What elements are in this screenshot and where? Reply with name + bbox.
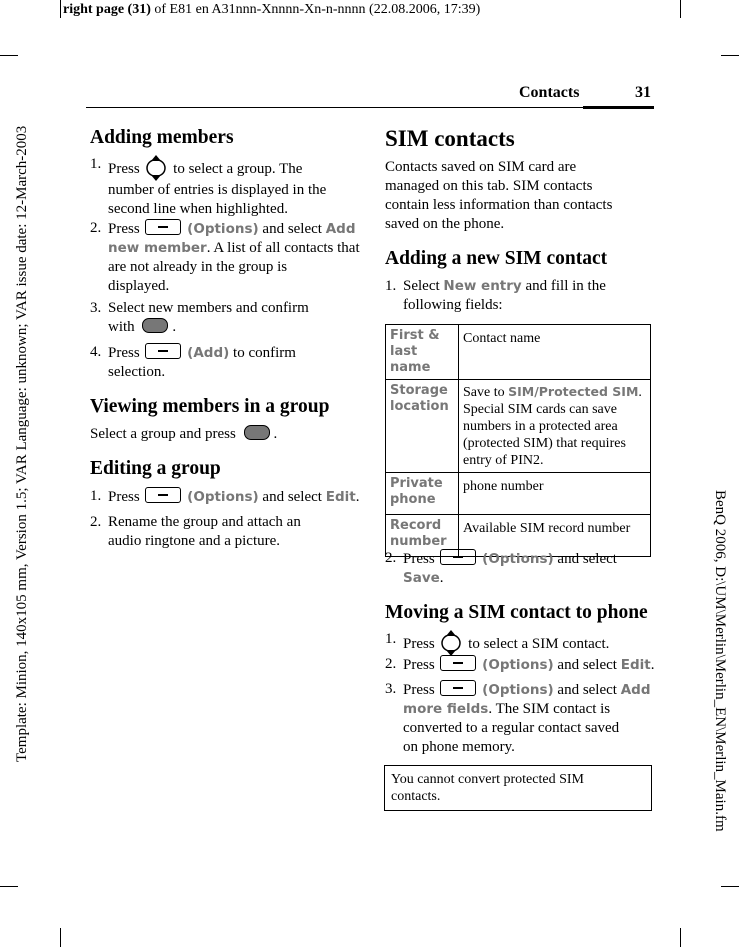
list-item [90, 487, 360, 509]
step-number: 4. [90, 344, 102, 360]
text: Press [108, 345, 140, 361]
text: numbers in a protected area [463, 419, 618, 434]
text: contain less information than contacts [385, 197, 613, 213]
ui-label: SIM/Protected SIM [508, 384, 639, 399]
text: phone number [463, 479, 544, 494]
ui-label: New entry [443, 278, 522, 294]
text: . [172, 319, 177, 335]
list-item [385, 549, 655, 589]
field-description [459, 473, 651, 515]
softkey-icon [440, 549, 476, 565]
text: Special SIM cards can save [463, 402, 617, 417]
ui-label: new member [108, 240, 207, 256]
center-key-icon [244, 425, 270, 440]
print-header-info: of E81 en A31nnn-Xnnnn-Xn-n-nnnn (22.08.2006, 17:39) [150, 2, 481, 17]
text: . [650, 657, 655, 673]
field-description [459, 380, 651, 473]
ui-label: more fields [403, 701, 489, 717]
text: number of entries is displayed in the [108, 182, 327, 198]
adding-sim-contact-heading: Adding a new SIM contact [385, 248, 608, 269]
text: and select [557, 682, 617, 698]
text: and select [262, 221, 322, 237]
list-item [385, 680, 655, 760]
text: Contacts saved on SIM card are [385, 159, 577, 175]
step-number: 1. [90, 156, 102, 172]
list-item [90, 343, 360, 383]
list-item [90, 155, 360, 215]
text: second line when highlighted. [108, 201, 288, 217]
field-description [459, 325, 651, 380]
text: to select a SIM contact. [468, 636, 610, 652]
text: Private [390, 476, 443, 491]
table-row [386, 380, 651, 473]
text: to confirm [233, 345, 296, 361]
sim-contacts-heading: SIM contacts [385, 126, 515, 151]
editing-group-heading: Editing a group [90, 458, 221, 479]
template-info-vertical [10, 62, 34, 762]
list-item [385, 630, 655, 652]
navigation-key-icon [438, 630, 464, 656]
table-row [386, 473, 651, 515]
viewing-text [90, 425, 277, 444]
ui-label: Save [403, 570, 440, 586]
text: location [390, 399, 449, 414]
text: displayed. [108, 278, 170, 294]
ui-label: (Options) [482, 551, 554, 567]
text: following fields: [403, 297, 503, 313]
list-item [90, 299, 360, 339]
text: converted to a regular contact saved [403, 720, 620, 736]
moving-sim-contact-heading: Moving a SIM contact to phone [385, 602, 648, 623]
center-key-icon [142, 318, 168, 333]
text: last name [390, 344, 431, 375]
header-rule [86, 107, 654, 108]
crop-mark [721, 55, 739, 56]
text: Press [403, 657, 435, 673]
ui-label: Edit [325, 489, 356, 505]
text: Select [403, 278, 440, 294]
text: contacts. [391, 789, 441, 804]
softkey-icon [145, 343, 181, 359]
text: managed on this tab. SIM contacts [385, 178, 593, 194]
text: Press [403, 636, 435, 652]
list-item [385, 655, 655, 677]
page-number: 31 [635, 84, 651, 101]
crop-mark [60, 928, 61, 947]
file-path-text: BenQ 2006, D:\UM\Merlin\Merlin_EN\Merlin_Main.fm [712, 490, 728, 832]
sim-fields-table [385, 324, 651, 557]
softkey-icon [145, 219, 181, 235]
viewing-members-heading: Viewing members in a group [90, 396, 330, 417]
field-name [386, 473, 459, 515]
step-number: 1. [385, 278, 397, 294]
text: and select [557, 551, 617, 567]
running-head-title: Contacts [519, 84, 580, 101]
text: audio ringtone and a picture. [108, 533, 281, 549]
crop-mark [680, 0, 681, 18]
text: Press [108, 161, 140, 177]
text: You cannot convert protected SIM [391, 772, 584, 787]
step-number: 2. [385, 656, 397, 672]
list-item [385, 277, 655, 317]
text: . A list of all contacts that [206, 240, 360, 256]
ui-label: (Options) [482, 657, 554, 673]
text: . [273, 426, 278, 442]
ui-label: Add [620, 682, 651, 698]
field-name [386, 325, 459, 380]
step-number: 2. [90, 220, 102, 236]
text: saved on the phone. [385, 216, 505, 232]
template-info-text: Template: Minion, 140x105 mm, Version 1.5; VAR Language: unknown; VAR issue date: 12-March-2003 [14, 125, 30, 762]
field-name [386, 380, 459, 473]
crop-mark [0, 55, 18, 56]
ui-label: (Options) [482, 682, 554, 698]
text: Select new members and confirm [108, 300, 309, 316]
note-text [391, 771, 641, 805]
step-number: 2. [385, 550, 397, 566]
text: entry of PIN2. [463, 453, 544, 468]
step-number: 2. [90, 514, 102, 530]
ui-label: (Add) [187, 345, 230, 361]
text: Storage [390, 383, 448, 398]
text: number [390, 534, 447, 549]
crop-mark [680, 928, 681, 947]
crop-mark [0, 886, 18, 887]
text: . The SIM contact is [488, 701, 611, 717]
text: . [638, 385, 642, 400]
adding-members-heading: Adding members [90, 127, 234, 148]
sim-intro-paragraph [385, 158, 655, 234]
step-number: 3. [385, 681, 397, 697]
text: . [439, 570, 444, 586]
ui-label: (Options) [187, 489, 259, 505]
ui-label: (Options) [187, 221, 259, 237]
softkey-icon [440, 680, 476, 696]
text: Record [390, 518, 442, 533]
text: are not already in the group is [108, 259, 288, 275]
step-number: 3. [90, 300, 102, 316]
text: Rename the group and attach an [108, 514, 301, 530]
text: selection. [108, 364, 166, 380]
softkey-icon [145, 487, 181, 503]
crop-mark [60, 0, 61, 18]
text: Select a group and press [90, 426, 236, 442]
text: Press [108, 489, 140, 505]
text: Available SIM record number [463, 521, 631, 536]
text: with [108, 319, 135, 335]
text: Press [108, 221, 140, 237]
text: Save to [463, 385, 505, 400]
ui-label: Add [325, 221, 356, 237]
text: and select [557, 657, 617, 673]
text: to select a group. The [173, 161, 303, 177]
print-header [63, 2, 480, 18]
text: Press [403, 551, 435, 567]
step-number: 1. [385, 631, 397, 647]
text: (protected SIM) that requires [463, 436, 626, 451]
print-header-page: right page (31) [63, 2, 151, 17]
text: Contact name [463, 331, 541, 346]
step-number: 1. [90, 488, 102, 504]
note-box [384, 765, 652, 811]
text: on phone memory. [403, 739, 515, 755]
header-rule-thick [583, 106, 654, 109]
text: and select [262, 489, 322, 505]
ui-label: Edit [620, 657, 651, 673]
text: First & [390, 328, 440, 343]
softkey-icon [440, 655, 476, 671]
text: Press [403, 682, 435, 698]
navigation-key-icon [143, 155, 169, 181]
text: and fill in the [525, 278, 606, 294]
list-item [90, 219, 360, 299]
list-item [90, 513, 360, 553]
text: phone [390, 492, 436, 507]
table-row [386, 325, 651, 380]
file-path-vertical [706, 490, 730, 890]
text: . [355, 489, 360, 505]
